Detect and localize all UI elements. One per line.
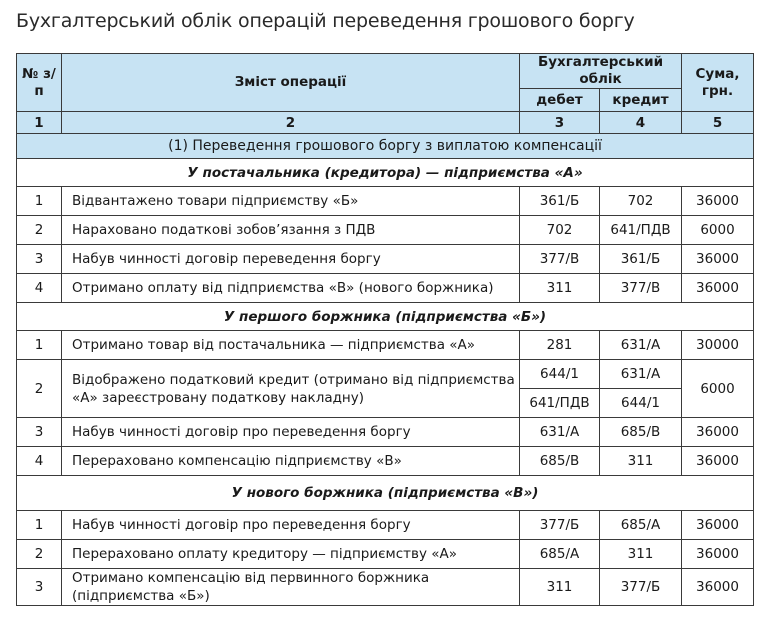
table-row	[17, 511, 754, 540]
row-credit: 641/ПДВ	[600, 216, 682, 245]
table-row	[17, 569, 754, 606]
row-sum: 36000	[682, 245, 754, 274]
header-content: Зміст операції	[62, 54, 520, 112]
row-debit-2: 641/ПДВ	[520, 389, 600, 418]
row-debit: 311	[520, 569, 600, 606]
row-sum: 36000	[682, 540, 754, 569]
row-text: Отримано товар від постачальника — підприємства «А»	[62, 331, 520, 360]
table-row	[17, 216, 754, 245]
row-sum: 36000	[682, 447, 754, 476]
row-credit: 377/В	[600, 274, 682, 303]
row-number: 4	[17, 274, 62, 303]
section-row	[17, 134, 754, 159]
table-row	[17, 245, 754, 274]
group-heading-row	[17, 159, 754, 187]
table-row	[17, 274, 754, 303]
row-debit: 377/В	[520, 245, 600, 274]
row-number: 3	[17, 569, 62, 606]
group-heading-row	[17, 303, 754, 331]
row-sum: 36000	[682, 274, 754, 303]
accounting-table	[16, 53, 754, 606]
row-debit: 377/Б	[520, 511, 600, 540]
row-credit: 685/А	[600, 511, 682, 540]
row-sum: 36000	[682, 187, 754, 216]
col-number: 2	[62, 112, 520, 134]
row-credit: 631/А	[600, 331, 682, 360]
table-row	[17, 540, 754, 569]
row-debit: 311	[520, 274, 600, 303]
row-number: 1	[17, 511, 62, 540]
col-number: 5	[682, 112, 754, 134]
header-sum: Сума, грн.	[682, 54, 754, 112]
row-text: Отримано оплату від підприємства «В» (нового боржника)	[62, 274, 520, 303]
row-credit: 377/Б	[600, 569, 682, 606]
row-debit: 702	[520, 216, 600, 245]
row-text: Набув чинності договір про переведення боргу	[62, 418, 520, 447]
col-number: 4	[600, 112, 682, 134]
row-text: Набув чинності договір переведення боргу	[62, 245, 520, 274]
row-text: Отримано компенсацію від первинного боржника (підприємства «Б»)	[62, 569, 520, 606]
row-credit-2: 644/1	[600, 389, 682, 418]
row-number: 3	[17, 418, 62, 447]
group-heading: У першого боржника (підприємства «Б»)	[17, 303, 754, 331]
row-credit: 702	[600, 187, 682, 216]
row-text: Відвантажено товари підприємству «Б»	[62, 187, 520, 216]
row-text: Відображено податковий кредит (отримано від підприємства «А» зареєстровану податкову накладну)	[62, 360, 520, 418]
section-title: (1) Переведення грошового боргу з виплатою компенсації	[17, 134, 754, 159]
row-number: 2	[17, 540, 62, 569]
header-accounting: Бухгалтерський облік	[520, 54, 682, 89]
table-row	[17, 187, 754, 216]
header-row	[17, 54, 754, 89]
group-heading: У постачальника (кредитора) — підприємства «А»	[17, 159, 754, 187]
row-debit: 361/Б	[520, 187, 600, 216]
row-debit: 631/А	[520, 418, 600, 447]
row-text: Перераховано компенсацію підприємству «В»	[62, 447, 520, 476]
row-debit: 644/1	[520, 360, 600, 389]
page-title: Бухгалтерський облік операцій переведення грошового боргу	[16, 10, 635, 32]
row-sum: 6000	[682, 360, 754, 418]
table-row	[17, 447, 754, 476]
table-row	[17, 418, 754, 447]
row-number: 4	[17, 447, 62, 476]
col-number: 1	[17, 112, 62, 134]
row-number: 1	[17, 187, 62, 216]
col-number: 3	[520, 112, 600, 134]
row-credit: 311	[600, 447, 682, 476]
row-debit: 281	[520, 331, 600, 360]
table-row	[17, 331, 754, 360]
table-row	[17, 360, 754, 389]
row-debit: 685/А	[520, 540, 600, 569]
row-text: Нараховано податкові зобов’язання з ПДВ	[62, 216, 520, 245]
group-heading-row	[17, 476, 754, 511]
row-sum: 6000	[682, 216, 754, 245]
row-sum: 30000	[682, 331, 754, 360]
group-heading: У нового боржника (підприємства «В»)	[17, 476, 754, 511]
row-number: 2	[17, 216, 62, 245]
row-sum: 36000	[682, 511, 754, 540]
row-credit: 631/А	[600, 360, 682, 389]
header-debit: дебет	[520, 89, 600, 112]
row-text: Перераховано оплату кредитору — підприємству «А»	[62, 540, 520, 569]
row-text: Набув чинності договір про переведення боргу	[62, 511, 520, 540]
column-numbers-row	[17, 112, 754, 134]
row-number: 1	[17, 331, 62, 360]
header-num: № з/п	[17, 54, 62, 112]
row-credit: 361/Б	[600, 245, 682, 274]
row-sum: 36000	[682, 418, 754, 447]
row-credit: 311	[600, 540, 682, 569]
row-number: 2	[17, 360, 62, 418]
row-credit: 685/В	[600, 418, 682, 447]
header-credit: кредит	[600, 89, 682, 112]
row-debit: 685/В	[520, 447, 600, 476]
row-number: 3	[17, 245, 62, 274]
row-sum: 36000	[682, 569, 754, 606]
